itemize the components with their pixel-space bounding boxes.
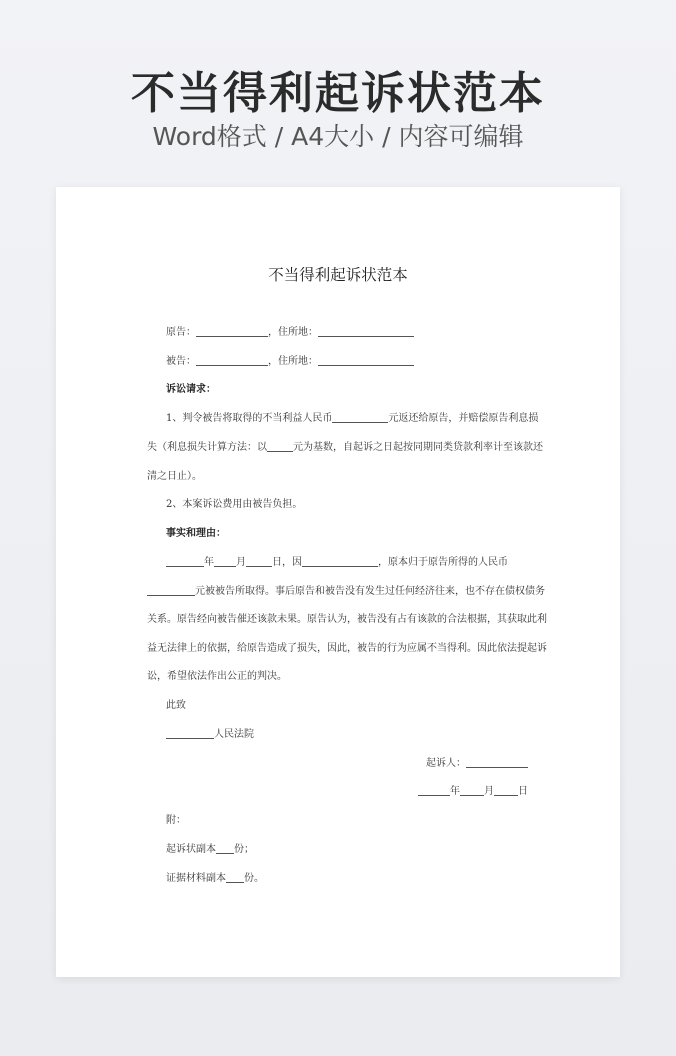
attachment1-a: 起诉状副本 xyxy=(166,844,216,855)
facts-heading: 事实和理由： xyxy=(166,528,226,539)
claim1-line1 xyxy=(56,410,676,428)
signature-date-line xyxy=(418,783,528,801)
facts-line1 xyxy=(56,554,676,572)
event-year-blank[interactable] xyxy=(166,554,204,567)
claims-heading: 诉讼请求： xyxy=(166,384,216,395)
facts-line5: 讼，希望依法作出公正的判决。 xyxy=(147,671,287,682)
attachments-label: 附： xyxy=(166,815,186,826)
facts-line2-tail: 元被被告所取得。事后原告和被告没有发生过任何经济往来，也不存在债权债务 xyxy=(195,586,545,597)
claim2-line: 2、本案诉讼费用由被告负担。 xyxy=(166,499,303,510)
claim1-line1-a: 1、判令被告将取得的不当利益人民币 xyxy=(166,413,333,424)
sign-month-label: 月 xyxy=(484,786,494,797)
court-suffix: 人民法院 xyxy=(214,729,254,740)
sign-day-label: 日 xyxy=(518,786,528,797)
attachment1-b: 份； xyxy=(234,844,254,855)
facts-year-label: 年 xyxy=(204,557,214,568)
facts-month-label: 月 xyxy=(236,557,246,568)
plaintiff-address-label: ，住所地： xyxy=(268,327,318,338)
signer-line xyxy=(426,755,528,773)
document-page xyxy=(56,187,620,977)
facts-line2 xyxy=(56,583,676,601)
plaintiff-label: 原告： xyxy=(166,327,196,338)
attachment2-count-blank[interactable] xyxy=(226,870,244,883)
event-day-blank[interactable] xyxy=(246,554,272,567)
claim-amount-blank[interactable] xyxy=(332,410,388,423)
interest-base-blank[interactable] xyxy=(267,439,293,452)
facts-line3: 关系。原告经向被告催还该款未果。原告认为，被告没有占有该款的合法根据，其获取此利 xyxy=(147,614,547,625)
facts-line4: 益无法律上的依据，给原告造成了损失，因此，被告的行为应属不当得利。因此依法提起诉 xyxy=(147,643,547,654)
attachment2-line xyxy=(56,870,676,888)
facts-line1-tail: ，原本归于原告所得的人民币 xyxy=(378,557,508,568)
defendant-name-blank[interactable] xyxy=(196,353,268,366)
salutation: 此致 xyxy=(166,700,186,711)
attachment1-count-blank[interactable] xyxy=(216,841,234,854)
plaintiff-address-blank[interactable] xyxy=(318,324,414,337)
event-month-blank[interactable] xyxy=(214,554,236,567)
sign-year-blank[interactable] xyxy=(418,783,450,796)
claim1-line2-a: 失（利息损失计算方法：以 xyxy=(147,442,267,453)
claim1-line2-b: 元为基数，自起诉之日起按同期同类贷款利率计至该款还 xyxy=(293,442,543,453)
plaintiff-line xyxy=(56,324,676,342)
attachment2-a: 证据材料副本 xyxy=(166,873,226,884)
court-name-blank[interactable] xyxy=(166,726,214,739)
sign-month-blank[interactable] xyxy=(460,783,484,796)
defendant-address-blank[interactable] xyxy=(318,353,414,366)
signer-blank[interactable] xyxy=(466,755,528,768)
page-title: 不当得利起诉状范本 xyxy=(131,68,545,119)
defendant-label: 被告： xyxy=(166,356,196,367)
page-subtitle: Word格式 / A4大小 / 内容可编辑 xyxy=(152,122,524,151)
claim1-line1-b: 元返还给原告，并赔偿原告利息损 xyxy=(388,413,539,424)
event-cause-blank[interactable] xyxy=(302,554,378,567)
facts-amount-blank[interactable] xyxy=(147,583,195,596)
court-line xyxy=(56,726,676,744)
attachment1-line xyxy=(56,841,676,859)
facts-day-label: 日，因 xyxy=(272,557,302,568)
signer-label: 起诉人： xyxy=(426,758,466,769)
defendant-address-label: ，住所地： xyxy=(268,356,318,367)
document-title: 不当得利起诉状范本 xyxy=(268,266,408,284)
sign-day-blank[interactable] xyxy=(494,783,518,796)
attachment2-b: 份。 xyxy=(244,873,264,884)
claim1-line3: 清之日止）。 xyxy=(147,471,202,482)
defendant-line xyxy=(56,353,676,371)
plaintiff-name-blank[interactable] xyxy=(196,324,268,337)
claim1-line2 xyxy=(56,439,676,457)
sign-year-label: 年 xyxy=(450,786,460,797)
